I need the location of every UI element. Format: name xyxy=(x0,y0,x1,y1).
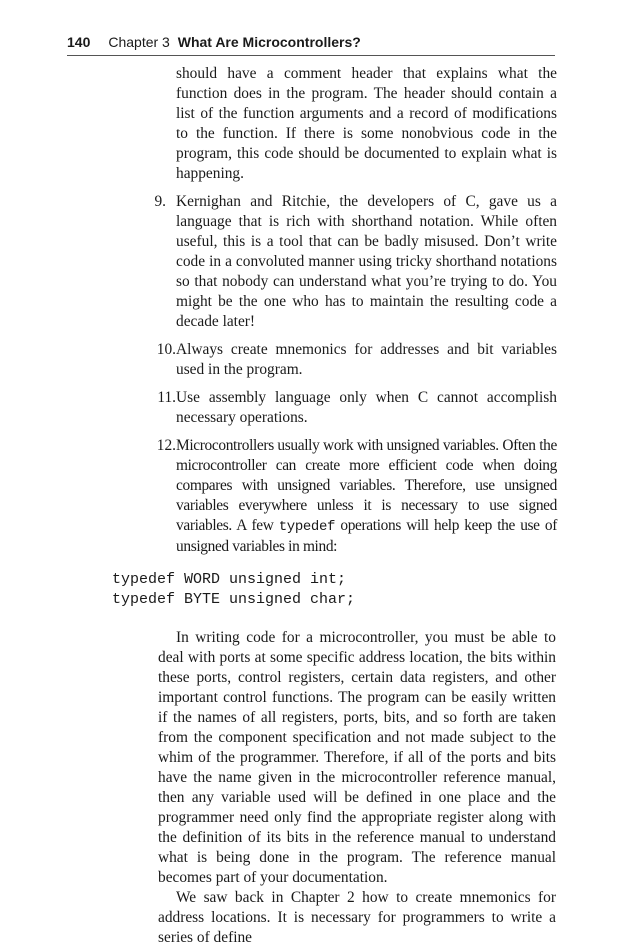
continued-item-text: should have a comment header that explains what the function does in the program. The header should contain a list of the function arguments and a record of modifications to the function. If there is some nonobvious code in the program, this code should be documented to explain what is happening. xyxy=(176,65,557,182)
body-text xyxy=(158,628,556,948)
list-item-10 xyxy=(156,340,557,380)
page-content xyxy=(0,64,620,948)
list-item-11 xyxy=(157,388,557,428)
code-line-1: typedef WORD unsigned int; xyxy=(112,571,347,588)
list-item-text-after-code: operations will help keep the use of unsigned variables in mind: xyxy=(176,517,558,555)
continued-list-item xyxy=(176,64,557,184)
list-item-12 xyxy=(156,436,558,557)
code-line-2: typedef BYTE unsigned char; xyxy=(112,591,356,608)
chapter-title: What Are Microcontrollers? xyxy=(177,34,361,50)
body-paragraph-1: In writing code for a microcontroller, you must be able to deal with ports at some specific address location, the bits within these ports, control registers, certain data registers, and other important control functions. The program can be easily written if the names of all registers, ports, bits, and so forth are taken from the component specification and not made subject to the whim of the programmer. Therefore, if all of the ports and bits have the name given in the microcontroller reference manual, then any variable used will be defined in one place and the programmer need only find the appropriate register along with the definition of its bits in the reference manual to understand what is being done in the program. The reference manual becomes part of your documentation. xyxy=(158,629,556,886)
list-item-9 xyxy=(154,192,557,332)
page-number: 140 xyxy=(67,34,91,50)
body-paragraph-2: We saw back in Chapter 2 how to create mnemonics for address locations. It is necessary for programmers to write a series of define xyxy=(158,889,556,946)
list-item-number: 9. xyxy=(154,193,166,210)
chapter-label: Chapter 3 xyxy=(108,34,170,50)
list-item-text xyxy=(176,436,557,557)
list-item-number: 10. xyxy=(156,341,176,358)
list-item-text: Use assembly language only when C cannot accomplish necessary operations. xyxy=(176,389,557,426)
list-item-number: 12. xyxy=(156,437,176,454)
running-header xyxy=(67,33,555,56)
code-block xyxy=(112,570,620,610)
list-item-number: 11. xyxy=(157,389,176,406)
list-item-text-before-code: Microcontrollers usually work with unsigned variables. Often the microcontroller can create more efficient code when doing compares with unsigned variables. Therefore, use unsigned variables everywhere unless it is necessary to use signed variables. A few xyxy=(176,437,557,534)
list-item-text: Always create mnemonics for addresses and bit variables used in the program. xyxy=(176,341,557,378)
inline-code: typedef xyxy=(278,519,336,535)
list-item-text: Kernighan and Ritchie, the developers of C, gave us a language that is rich with shorthand notation. While often useful, this is a tool that can be badly misused. Don’t write code in a convoluted manner using tricky shorthand notations so that nobody can understand what you’re trying to do. You might be the one who has to maintain the resulting code a decade later! xyxy=(176,193,557,330)
